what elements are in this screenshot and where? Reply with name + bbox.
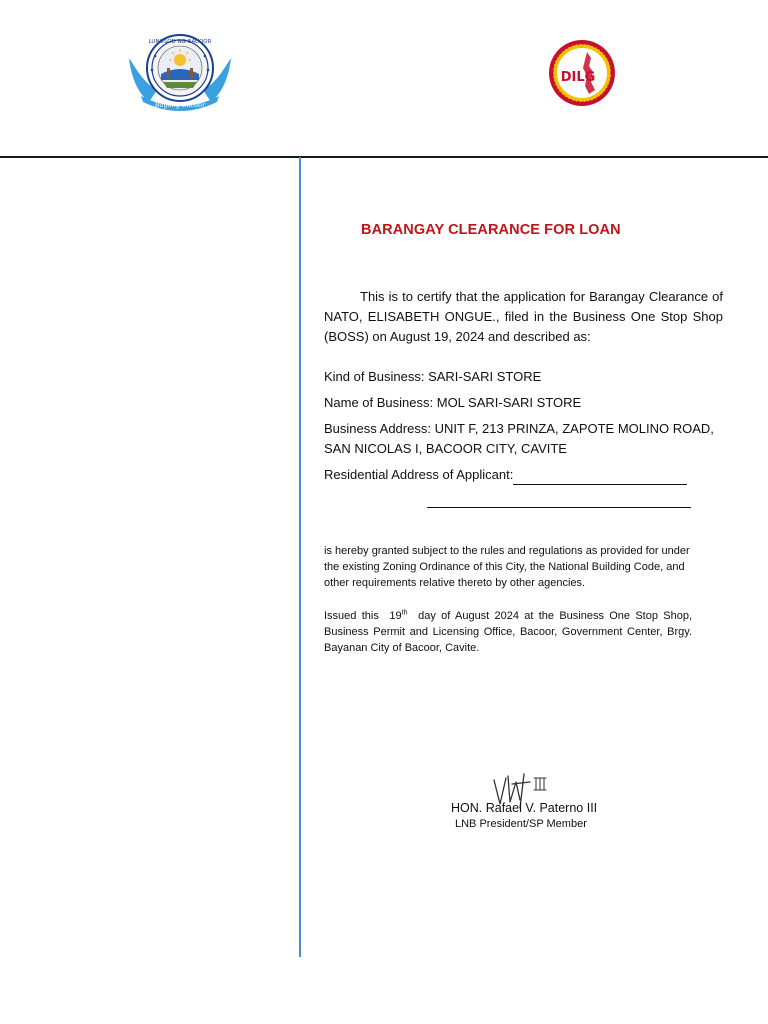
name-of-business-label: Name of Business: [324,395,434,410]
svg-text:DILG: DILG [560,70,596,85]
issued-prefix: Issued this [324,610,379,622]
bacoor-city-seal-icon [127,30,233,112]
svg-text:LUNGSOD NG BACOOR: LUNGSOD NG BACOOR [148,39,212,45]
name-of-business-value: MOL SARI-SARI STORE [436,395,582,410]
business-address-value: UNIT F, 213 PRINZA, ZAPOTE MOLINO ROAD, SAN NICOLAS I, BACOOR CITY, CAVITE [324,421,714,456]
signatory-name: HON. Rafael V. Paterno III [451,801,598,815]
residential-address-blank [513,468,687,485]
residential-address-blank-2 [427,507,691,508]
signatory-position: LNB President/SP Member [455,818,587,830]
certification-paragraph [324,287,723,347]
business-address-field [324,419,722,459]
issued-suffix: day of August 2024 at the Business One Stop Shop, Business Permit and Licensing Office, Bacoor, Government Center, Brgy. Bayanan City of Bacoor, Cavite. [324,610,692,654]
kind-of-business-value: SARI-SARI STORE [428,369,542,384]
dilg-seal-icon [547,38,617,108]
residential-address-field [324,465,724,485]
certification-text: This is to certify that the application for Barangay Clearance of NATO, ELISABETH ONGUE., filed in the Business One Stop Shop (BOSS) on August 19, 2024 and described as: [324,289,723,344]
issued-day-suffix: th [401,609,408,617]
granted-paragraph: is hereby granted subject to the rules and regulations as provided for under the existing Zoning Ordinance of this City, the National Building Code, and other requirements relative thereto by other agencies. [324,545,690,589]
document-title: BARANGAY CLEARANCE FOR LOAN [361,222,621,238]
svg-text:Bagong Bacoor: Bagong Bacoor [154,101,206,109]
side-margin-line [299,157,301,957]
kind-of-business-field [324,367,724,387]
residential-address-label: Residential Address of Applicant: [324,467,514,482]
name-of-business-field [324,393,724,413]
business-address-label: Business Address: [324,421,431,436]
header-divider [0,156,768,158]
issued-day: 19 [389,610,402,622]
issued-paragraph [324,608,692,656]
kind-of-business-label: Kind of Business: [324,369,425,384]
